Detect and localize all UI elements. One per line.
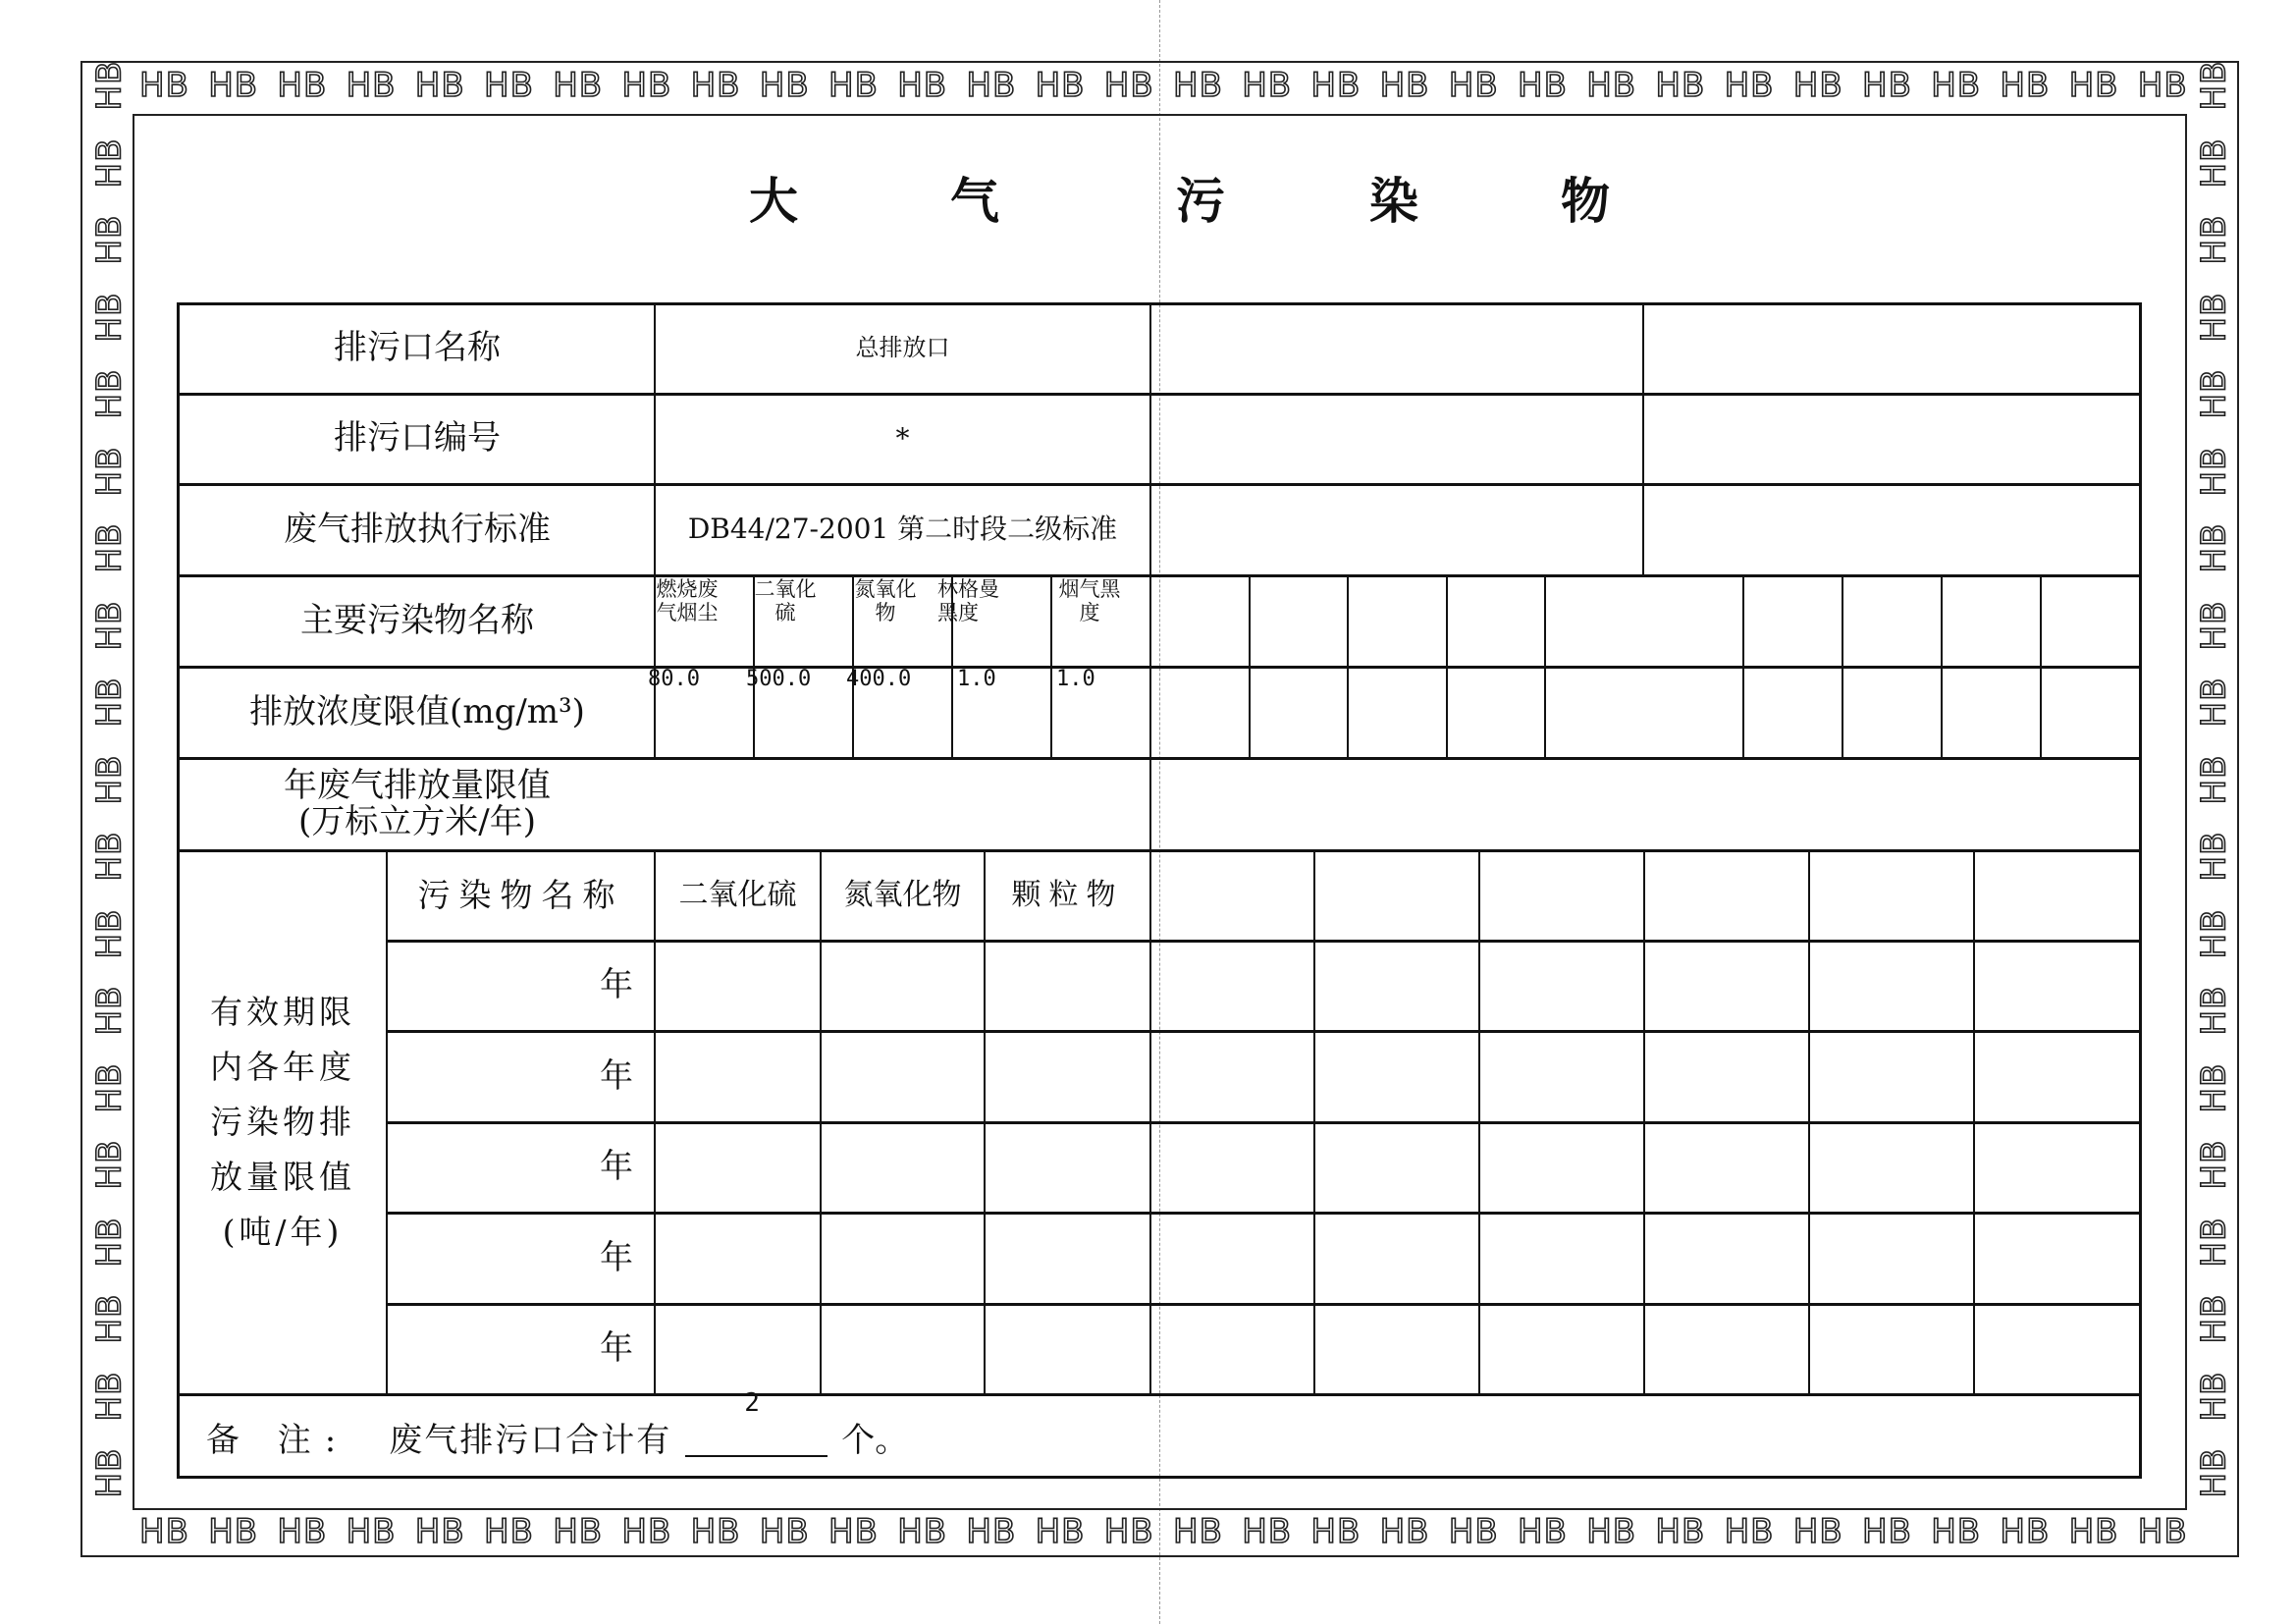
hb-watermark-glyph: HB	[2194, 522, 2234, 573]
hb-watermark-glyph: HB	[1862, 1512, 1912, 1551]
limit-value-flue-blackness[interactable]: 1.0	[1056, 667, 1095, 692]
hb-watermark-glyph: HB	[1862, 66, 1912, 105]
hb-watermark-glyph: HB	[1173, 66, 1223, 105]
outlet-count-value: 2	[744, 1388, 760, 1418]
year-label[interactable]: 年	[600, 1237, 633, 1277]
main-pollutants-label: 主要污染物名称	[300, 600, 534, 640]
emission-standard-value[interactable]: DB44/27-2001 第二时段二级标准	[687, 513, 1118, 546]
hb-watermark-glyph: HB	[1379, 1512, 1430, 1551]
outlet-number-value-3[interactable]	[1644, 395, 2140, 483]
remarks-label: 备 注:	[206, 1420, 350, 1460]
col-divider	[1478, 850, 1480, 1394]
hb-watermark-glyph: HB	[2194, 831, 2234, 882]
remarks-text: 废气排污口合计有	[389, 1420, 672, 1460]
side-label-line: 放量限值	[210, 1158, 355, 1197]
hb-watermark-glyph: HB	[89, 137, 130, 188]
annual-limits-side-label	[180, 851, 386, 1393]
hb-watermark-glyph: HB	[1310, 1512, 1362, 1551]
hb-watermark-glyph: HB	[89, 1447, 130, 1498]
hb-watermark-glyph: HB	[346, 1512, 397, 1551]
hb-watermark-glyph: HB	[1792, 1512, 1843, 1551]
hb-watermark-glyph: HB	[89, 60, 130, 111]
title-char: 污	[1176, 172, 1225, 230]
hb-watermark-glyph: HB	[2000, 1512, 2051, 1551]
hb-watermark-glyph: HB	[2194, 60, 2234, 111]
title-char: 气	[950, 172, 999, 230]
hb-watermark-glyph: HB	[1724, 66, 1775, 105]
pollutant-name-line: 林格曼	[937, 577, 999, 601]
outlet-number-value[interactable]: *	[895, 421, 910, 455]
title-char: 大	[749, 172, 798, 230]
hb-watermark-glyph: HB	[2194, 1139, 2234, 1190]
year-label[interactable]: 年	[600, 965, 633, 1005]
remarks-suffix: 个。	[841, 1420, 909, 1460]
hb-watermark-glyph: HB	[553, 66, 604, 105]
hb-watermark-glyph: HB	[759, 1512, 810, 1551]
limit-value-so2[interactable]: 500.0	[746, 667, 812, 692]
outlet-name-value-3[interactable]	[1644, 304, 2140, 393]
hb-watermark-glyph: HB	[621, 66, 672, 105]
outlet-name-value[interactable]: 总排放口	[855, 334, 950, 362]
col-divider	[2040, 575, 2042, 758]
remarks-row	[206, 1388, 1188, 1478]
hb-watermark-glyph: HB	[1379, 66, 1430, 105]
hb-watermark-glyph: HB	[1035, 1512, 1086, 1551]
pollutant-name-line: 二氧化	[754, 577, 817, 601]
column-header-so2: 二氧化硫	[678, 877, 797, 912]
hb-watermark-glyph: HB	[277, 1512, 328, 1551]
hb-watermark-glyph: HB	[1724, 1512, 1775, 1551]
hb-watermark-glyph: HB	[1518, 1512, 1568, 1551]
hb-watermark-glyph: HB	[828, 1512, 879, 1551]
hb-watermark-glyph: HB	[89, 754, 130, 804]
hb-watermark-glyph: HB	[1103, 1512, 1154, 1551]
hb-watermark-glyph: HB	[139, 1512, 189, 1551]
hb-watermark-glyph: HB	[89, 1062, 130, 1112]
col-divider	[1742, 575, 1744, 758]
concentration-limit-label: 排放浓度限值(mg/m³)	[249, 691, 585, 731]
row-divider	[386, 1212, 2142, 1215]
hb-watermark-glyph: HB	[89, 1217, 130, 1267]
limit-value-smoke-dust[interactable]: 80.0	[648, 667, 700, 692]
hb-watermark-glyph: HB	[2194, 1062, 2234, 1112]
side-label-line: 污染物排	[210, 1102, 355, 1141]
col-divider	[1941, 575, 1943, 758]
row-divider	[386, 940, 2142, 943]
col-divider	[1544, 575, 1546, 758]
hb-watermark-glyph: HB	[2194, 600, 2234, 650]
hb-watermark-glyph: HB	[2194, 677, 2234, 728]
hb-watermark-glyph: HB	[89, 1139, 130, 1190]
hb-watermark-glyph: HB	[2000, 66, 2051, 105]
hb-watermark-glyph: HB	[414, 66, 465, 105]
col-divider	[1808, 850, 1810, 1394]
hb-watermark-glyph: HB	[346, 66, 397, 105]
outlet-name-value-2[interactable]	[1151, 304, 1642, 393]
hb-watermark-glyph: HB	[89, 446, 130, 496]
hb-watermark-glyph: HB	[2194, 1447, 2234, 1498]
annual-gas-limit-label	[180, 759, 655, 849]
emission-standard-label: 废气排放执行标准	[284, 509, 551, 549]
col-divider	[1347, 575, 1349, 758]
title-char: 物	[1561, 172, 1610, 230]
hb-watermark-glyph: HB	[2068, 1512, 2119, 1551]
hb-watermark-glyph: HB	[1931, 1512, 1982, 1551]
col-divider	[1446, 575, 1448, 758]
year-label[interactable]: 年	[600, 1328, 633, 1369]
hb-watermark-glyph: HB	[484, 1512, 534, 1551]
hb-watermark-glyph: HB	[1655, 66, 1706, 105]
hb-watermark-glyph: HB	[2194, 137, 2234, 188]
pollutant-name-smoke-dust	[638, 577, 736, 636]
hb-watermark-glyph: HB	[89, 908, 130, 958]
pollutant-name-ringelmann	[937, 577, 1036, 636]
hb-watermark-glyph: HB	[621, 1512, 672, 1551]
annual-gas-label-line: 年废气排放量限值	[284, 765, 551, 805]
pollutant-name-line: 氮氧化	[854, 577, 917, 601]
col-divider	[1842, 575, 1843, 758]
hb-watermark-glyph: HB	[1792, 66, 1843, 105]
hb-watermark-glyph: HB	[208, 1512, 259, 1551]
hb-watermark-glyph: HB	[2137, 1512, 2188, 1551]
hb-watermark-glyph: HB	[1931, 66, 1982, 105]
year-label[interactable]: 年	[600, 1147, 633, 1187]
hb-watermark-glyph: HB	[1448, 1512, 1499, 1551]
col-divider	[1643, 850, 1645, 1394]
hb-watermark-glyph: HB	[89, 831, 130, 882]
row-divider	[386, 1030, 2142, 1033]
pollutant-name-line: 气烟尘	[656, 601, 719, 625]
annual-gas-label-unit: (万标立方米/年)	[298, 802, 536, 841]
hb-watermark-glyph: HB	[2194, 754, 2234, 804]
hb-watermark-glyph: HB	[208, 66, 259, 105]
side-label-line: 内各年度	[210, 1047, 355, 1086]
hb-watermark-glyph: HB	[1586, 1512, 1637, 1551]
title-char: 染	[1369, 172, 1418, 230]
emission-standard-value-2[interactable]	[1151, 485, 1642, 574]
hb-watermark-glyph: HB	[89, 368, 130, 419]
outlet-number-label: 排污口编号	[334, 418, 501, 459]
pollutant-name-line: 燃烧废	[656, 577, 719, 601]
hb-watermark-glyph: HB	[966, 1512, 1017, 1551]
hb-watermark-glyph: HB	[2194, 1371, 2234, 1421]
hb-watermark-glyph: HB	[89, 600, 130, 650]
hb-watermark-glyph: HB	[89, 214, 130, 265]
year-label[interactable]: 年	[600, 1056, 633, 1096]
hb-watermark-glyph: HB	[2194, 214, 2234, 265]
side-label-line: 有效期限	[210, 992, 355, 1031]
hb-watermark-glyph: HB	[2194, 985, 2234, 1036]
column-header-nox: 氮氧化物	[843, 877, 962, 912]
hb-watermark-glyph: HB	[89, 292, 130, 342]
pollutant-name-line: 度	[1079, 601, 1100, 625]
col-divider	[1249, 575, 1251, 758]
hb-watermark-glyph: HB	[2194, 908, 2234, 958]
outlet-number-value-2[interactable]	[1151, 395, 1642, 483]
hb-watermark-glyph: HB	[139, 66, 189, 105]
hb-watermark-glyph: HB	[828, 66, 879, 105]
limit-value-ringelmann[interactable]: 1.0	[957, 667, 996, 692]
hb-watermark-glyph: HB	[966, 66, 1017, 105]
pollutant-name-line: 烟气黑	[1058, 577, 1121, 601]
hb-watermark-glyph: HB	[484, 66, 534, 105]
hb-watermark-glyph: HB	[1242, 66, 1293, 105]
hb-watermark-glyph: HB	[1173, 1512, 1223, 1551]
hb-watermark-glyph: HB	[2137, 66, 2188, 105]
hb-watermark-glyph: HB	[690, 66, 741, 105]
pollutant-name-header: 污染物名称	[417, 876, 624, 915]
hb-watermark-glyph: HB	[1448, 66, 1499, 105]
hb-watermark-glyph: HB	[89, 522, 130, 573]
hb-watermark-glyph: HB	[690, 1512, 741, 1551]
hb-watermark-glyph: HB	[1310, 66, 1362, 105]
hb-watermark-glyph: HB	[1035, 66, 1086, 105]
hb-watermark-glyph: HB	[1242, 1512, 1293, 1551]
hb-watermark-glyph: HB	[897, 1512, 948, 1551]
col-divider	[1313, 850, 1315, 1394]
hb-watermark-glyph: HB	[1586, 66, 1637, 105]
emission-standard-value-3[interactable]	[1644, 485, 2140, 574]
hb-watermark-glyph: HB	[2194, 368, 2234, 419]
hb-watermark-glyph: HB	[1655, 1512, 1706, 1551]
outlet-name-label: 排污口名称	[334, 328, 501, 368]
hb-watermark-glyph: HB	[89, 1293, 130, 1344]
hb-watermark-glyph: HB	[2194, 292, 2234, 342]
hb-watermark-glyph: HB	[1518, 66, 1568, 105]
hb-watermark-glyph: HB	[2194, 1217, 2234, 1267]
outlet-count-field[interactable]	[685, 1388, 828, 1457]
pollutant-name-line: 硫	[774, 601, 796, 625]
limit-value-nox[interactable]: 400.0	[846, 667, 912, 692]
hb-watermark-glyph: HB	[759, 66, 810, 105]
hb-watermark-glyph: HB	[2194, 1293, 2234, 1344]
hb-watermark-glyph: HB	[277, 66, 328, 105]
hb-watermark-glyph: HB	[553, 1512, 604, 1551]
hb-watermark-glyph: HB	[897, 66, 948, 105]
hb-watermark-glyph: HB	[414, 1512, 465, 1551]
pollutant-name-so2	[736, 577, 834, 636]
hb-watermark-glyph: HB	[89, 677, 130, 728]
pollutant-name-line: 黑度	[937, 601, 979, 625]
side-label-line: (吨/年)	[222, 1213, 344, 1252]
column-header-particulate: 颗粒物	[1011, 877, 1124, 912]
col-divider	[1973, 850, 1975, 1394]
hb-watermark-glyph: HB	[89, 1371, 130, 1421]
pollutant-name-flue-blackness	[1041, 577, 1139, 636]
hb-watermark-glyph: HB	[1103, 66, 1154, 105]
row-divider	[386, 1303, 2142, 1306]
pollutant-name-line: 物	[875, 601, 896, 625]
hb-watermark-glyph: HB	[2068, 66, 2119, 105]
pollutant-name-nox	[836, 577, 934, 636]
hb-watermark-glyph: HB	[89, 985, 130, 1036]
annual-gas-limit-value[interactable]	[656, 759, 2140, 849]
hb-watermark-glyph: HB	[2194, 446, 2234, 496]
row-divider	[386, 1121, 2142, 1124]
